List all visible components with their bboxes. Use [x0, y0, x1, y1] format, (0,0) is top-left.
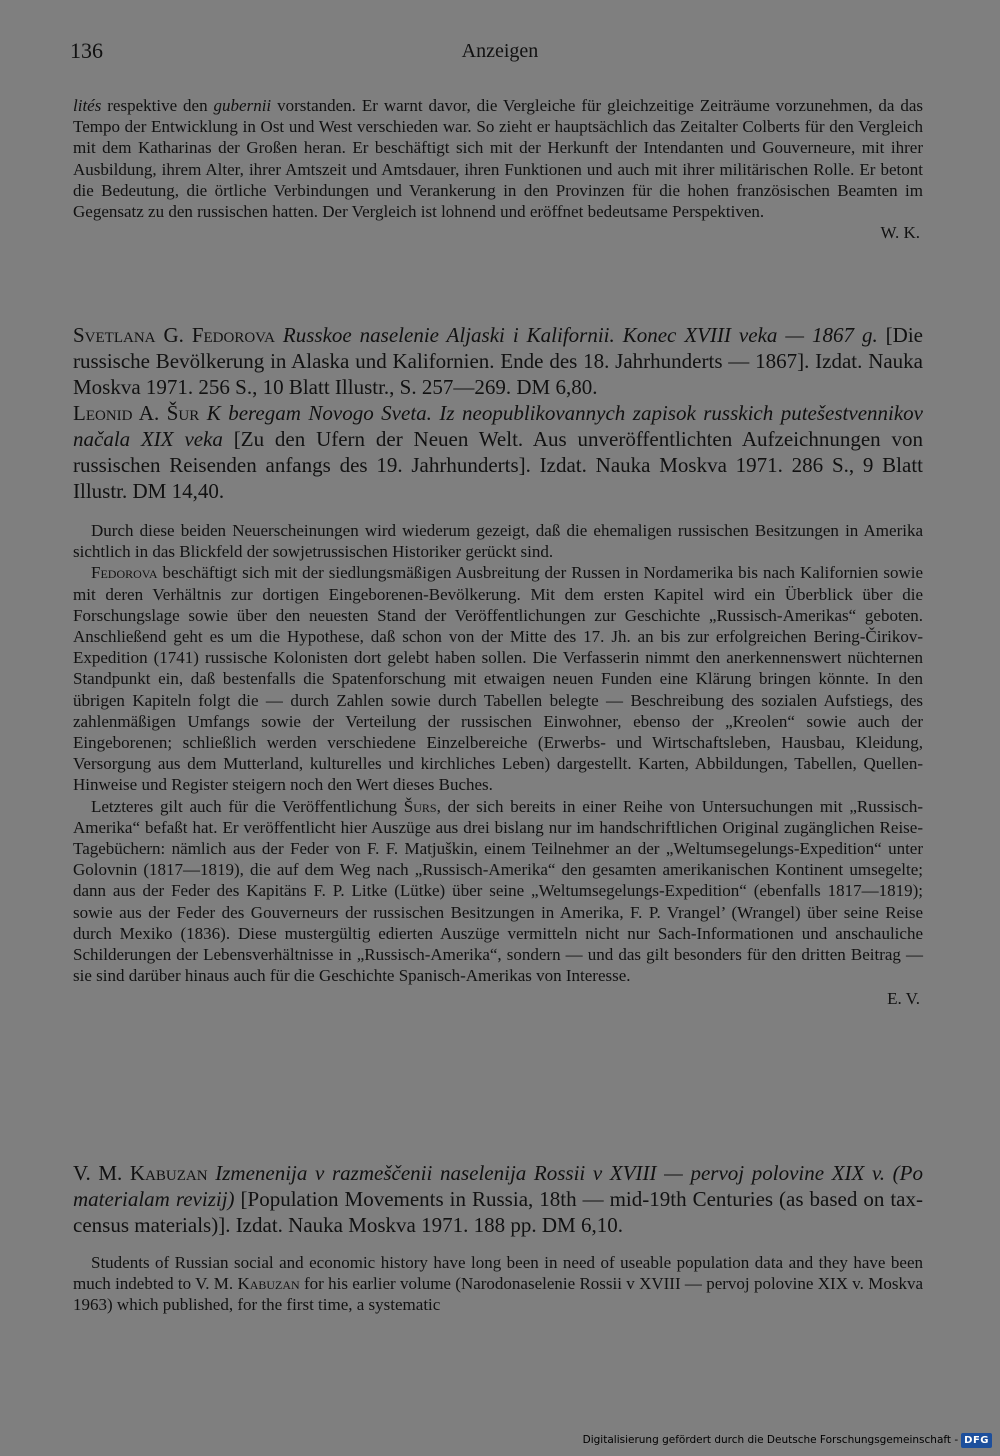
- citation-title: K beregam Novogo Sveta. Iz neopublikovannych zapisok russkich putešestvennikov načala XIX veka: [73, 401, 923, 451]
- text-span: vorstanden. Er warnt davor, die Vergleiche für gleichzeitige Zeiträume vorzunehmen, da das Tempo der Entwicklung in Ost und West verschieden war. So zieht er hauptsächlich das Zeitalter Colberts für den Vergleich mit dem Katharinas der Großen heran. Er beschäftigt sich mit der Herkunft der Intendanten und Gouverneure, mit ihrer Ausbildung, ihrem Alter, ihrer Amtszeit und Amtsdauer, ihren Funktionen und auch mit ihrer militärischen Rolle. Er betont die Bedeutung, die örtliche Verbindungen und Verankerung in den Provinzen für die hohen französischen Beamten im Gegensatz zu den russischen hatten. Der Vergleich ist lohnend und eröffnet bedeutsame Perspektiven.: [73, 96, 924, 222]
- text-span: for his earlier volume (Narodonaselenie Rossii v XVIII — pervoj polovine XIX v. Moskva 1963) which published, for the first time, a systematic: [73, 1274, 923, 1315]
- author-name: Šurs: [403, 796, 437, 816]
- author-name: Fedorova: [91, 563, 158, 583]
- citation: [73, 400, 923, 504]
- text-span: Students of Russian social and economic history have long been in need of useable population data and they have been much indebted to V. M.: [73, 1253, 923, 1294]
- citation: [73, 1160, 923, 1238]
- review-paragraph: [73, 562, 923, 795]
- citation: [73, 322, 923, 400]
- review-1-paragraph: [73, 95, 923, 222]
- italic-word: lités: [73, 96, 102, 115]
- citation-details: [Die russische Bevölkerung in Alaska und Kalifornien. Ende des 18. Jahrhunderts — 1867]. Izdat. Nauka Moskva 1971. 256 S., 10 Blatt Illustr., S. 257—269. DM 6,80.: [73, 323, 923, 399]
- text-span: Letzteres gilt auch für die Veröffentlichung: [91, 796, 404, 816]
- italic-word: gubernii: [213, 96, 272, 115]
- digitization-footer: [583, 1430, 992, 1450]
- text-span: , der sich bereits in einer Reihe von Untersuchungen mit „Russisch-Amerika“ befaßt hat. Er veröffentlicht hier Auszüge aus drei bislang nur im handschriftlichen Original zugänglichen Reise-Tagebüchern: nämlich aus der Feder von F. F. Matjuškin, einem Teilnehmer an der „Weltumsegelungs-Expedition“ unter Golovnin (1817—1819), die auf dem Weg nach „Russisch-Amerika“ den gesamten amerikanischen Kontinent umsegelte; dann aus der Feder des Kapitäns F. P. Litke (Lütke) über seine „Weltumsegelungs-Expedition“ (ebenfalls 1817—1819); sowie aus der Feder des Gouverneurs der russischen Besitzungen in Amerika, F. P. Vrangel’ (Wrangel) über seine Reise durch Mexiko (1836). Diese mustergültig edierten Auszüge vermitteln nicht nur Sach-Informationen und anschauliche Schilderungen der Lebensverhältnisse in „Russisch-Amerika“, sondern — und das gilt besonders für den dritten Beitrag — sie sind darüber hinaus auch für die Geschichte Spanisch-Amerikas von Interesse.: [73, 796, 923, 986]
- citation-author: V. M. Kabuzan: [73, 1161, 208, 1185]
- citation-author: Svetlana G. Fedorova: [73, 323, 275, 347]
- citation-title: Russkoe naselenie Aljaski i Kalifornii. Konec XVIII veka — 1867 g.: [282, 323, 878, 347]
- review-paragraph: [73, 796, 923, 987]
- review-1: [73, 95, 923, 243]
- review-paragraph: [73, 1252, 923, 1316]
- running-head: Anzeigen: [461, 40, 539, 62]
- review-paragraph: Durch diese beiden Neuerscheinungen wird wiederum gezeigt, daß die ehemaligen russischen Besitzungen in Amerika sichtlich in das Blickfeld der sowjetrussischen Historiker gerückt sind.: [73, 521, 923, 562]
- citation-title: Izmenenija v razmeščenii naselenija Rossii v XVIII — pervoj polovine XIX v. (Po materialam revizij): [73, 1161, 924, 1211]
- text-span: respektive den: [101, 96, 214, 115]
- text-span: beschäftigt sich mit der siedlungsmäßigen Ausbreitung der Russen in Nordamerika bis nach Kalifornien sowie mit deren Verhältnis zur dortigen Eingeborenen-Bevölkerung. Mit dem ersten Kapitel wird ein Überblick über die Forschungslage sowie über den neuesten Stand der Veröffentlichungen zur Geschichte „Russisch-Amerikas“ geboten. Anschließend geht es um die Hypothese, daß schon von der Mitte des 17. Jh. an bis zur erfolgreichen Bering-Čirikov-Expedition (1741) russische Kolonisten dort gelebt haben sollen. Die Verfasserin nimmt den anerkennenswert nüchternen Standpunkt ein, daß bestenfalls die Spatenforschung mit etwaigen neuen Funden eine Klärung bringen könnte. In den übrigen Kapiteln folgt die — durch Zahlen sowie durch Tabellen belegte — Beschreibung des sozialen Aufstiegs, des zahlenmäßigen Umfangs sowie der Verteilung der russischen Einwohner, ebenso der „Kreolen“ sowie auch der Eingeborenen; schließlich werden verschiedene Einzelbereiche (Erwerbs- und Wirtschaftsleben, Hausbau, Kleidung, Versorgung aus dem Mutterland, kulturelles und kirchliches Leben) dargestellt. Karten, Abbildungen, Tabellen, Quellen-Hinweise und Register steigern noch den Wert dieses Buches.: [73, 563, 923, 795]
- author-name: Kabuzan: [237, 1274, 300, 1294]
- review-3: [73, 1160, 923, 1316]
- citation-author: Leonid A. Šur: [73, 401, 200, 425]
- page-number: 136: [70, 38, 103, 63]
- footer-credit: Digitalisierung gefördert durch die Deutsche Forschungsgemeinschaft -: [582, 1434, 959, 1446]
- citation-details: [Zu den Ufern der Neuen Welt. Aus unveröffentlichten Aufzeichnungen von russischen Reisenden anfangs des 19. Jahrhunderts]. Izdat. Nauka Moskva 1971. 286 S., 9 Blatt Illustr. DM 14,40.: [73, 427, 923, 503]
- review-2: [73, 322, 923, 1009]
- page-header: [70, 38, 930, 68]
- dfg-logo: DFG: [961, 1433, 992, 1448]
- signature: E. V.: [887, 989, 920, 1009]
- signature: W. K.: [880, 223, 920, 243]
- citation-details: [Population Movements in Russia, 18th — mid-19th Centuries (as based on tax-census materials)]. Izdat. Nauka Moskva 1971. 188 pp. DM 6,10.: [73, 1187, 923, 1237]
